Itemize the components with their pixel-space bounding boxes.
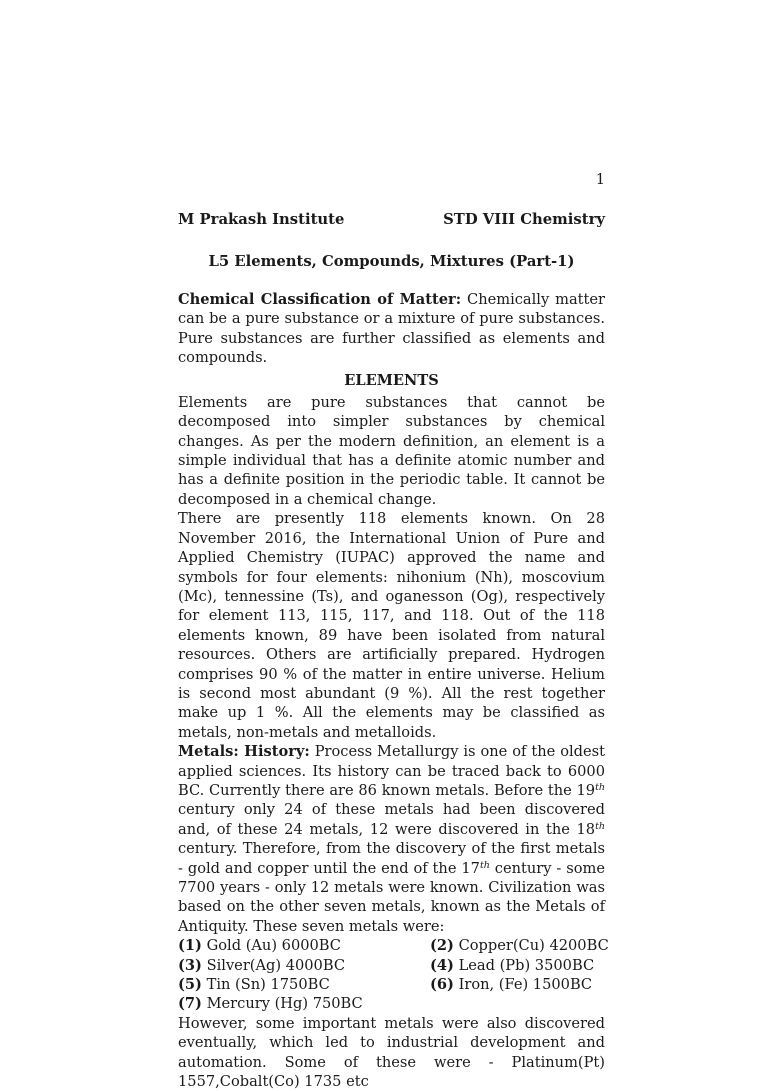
list-item-text: Tin (Sn) 1750BC <box>201 976 330 994</box>
metals-history-paragraph <box>178 742 605 936</box>
metals-text-1: Process Metallurgy is one of the oldest applied sciences. Its history can be traced back to 6000 BC. Currently there are 86 known metals. Before the 19 <box>178 743 605 799</box>
page-number: 1 <box>595 171 605 188</box>
elements-paragraph-1: Elements are pure substances that cannot be decomposed into simpler substances by chemical changes. As per the modern definition, an element is a simple individual that has a definite atomic number and has a definite position in the periodic table. It cannot be decomposed in a chemical change. <box>178 393 605 508</box>
list-item-number: (3) <box>178 956 202 974</box>
list-item-text: Copper(Cu) 4200BC <box>453 937 609 955</box>
elements-paragraph-2: There are presently 118 elements known. On 28 November 2016, the International Union of Pure and Applied Chemistry (IUPAC) approved the name and symbols for four elements: nihonium (Nh), moscovium (Mc), tennessine (Ts), and oganesson (Og), respectively for element 113, 115, 117, and 118. Out of the 118 elements known, 89 have been isolated from natural resources. Others are artificially prepared. Hydrogen comprises 90 % of the matter in entire universe. Helium is second most abundant (9 %). All the rest together make up 1 %. All the elements may be classified as metals, non-metals and metalloids. <box>178 510 605 741</box>
list-item-number: (6) <box>430 976 454 994</box>
list-item-text: Silver(Ag) 4000BC <box>201 956 346 974</box>
list-item-number: (1) <box>178 937 202 955</box>
metals-text-3: century. Therefore, from the discovery of the first metals - gold and copper until the end of the 17 <box>178 840 605 877</box>
list-item-number: (4) <box>430 956 454 974</box>
list-item <box>178 975 430 994</box>
list-item-number: (7) <box>178 995 202 1013</box>
classification-text: Chemically matter can be a pure substance or a mixture of pure substances. Pure substances are further classified as elements and compounds. <box>178 290 605 367</box>
classification-label: Chemical Classification of Matter: <box>178 290 462 308</box>
list-item <box>178 994 430 1013</box>
list-item <box>430 956 605 975</box>
metals-text-4: century - some 7700 years - only 12 metals were known. Civilization was based on the other seven metals, known as the Metals of Antiquity. These seven metals were: <box>178 859 605 935</box>
lesson-title: L5 Elements, Compounds, Mixtures (Part-1) <box>208 253 575 271</box>
list-item-text: Lead (Pb) 3500BC <box>453 956 595 974</box>
superscript-th-2: th <box>595 820 605 832</box>
metals-of-antiquity-list <box>178 936 609 1014</box>
list-item-number: (5) <box>178 976 202 994</box>
closing-paragraph: However, some important metals were also discovered eventually, which led to industrial development and automation. Some of these were - Platinum(Pt) 1557,Cobalt(Co) 1735 etc <box>178 1014 605 1091</box>
metals-history-label: Metals: History: <box>178 743 310 761</box>
classification-paragraph <box>178 290 605 368</box>
list-item-text: Mercury (Hg) 750BC <box>201 995 363 1013</box>
document-header <box>178 210 605 229</box>
superscript-th-1: th <box>595 781 605 793</box>
list-item <box>178 956 430 975</box>
institute-name: M Prakash Institute <box>178 211 345 228</box>
list-item <box>178 936 430 955</box>
document-page <box>178 170 609 1091</box>
list-item-text: Gold (Au) 6000BC <box>201 937 341 955</box>
list-item-number: (2) <box>430 937 454 955</box>
list-item-text: Iron, (Fe) 1500BC <box>453 976 593 994</box>
elements-heading: ELEMENTS <box>344 372 439 390</box>
list-item <box>430 975 605 994</box>
superscript-th-3: th <box>479 859 490 871</box>
metals-text-2: century only 24 of these metals had been discovered and, of these 24 metals, 12 were discovered in the 18 <box>178 801 605 838</box>
course-name: STD VIII Chemistry <box>443 211 605 228</box>
list-item <box>430 936 609 955</box>
